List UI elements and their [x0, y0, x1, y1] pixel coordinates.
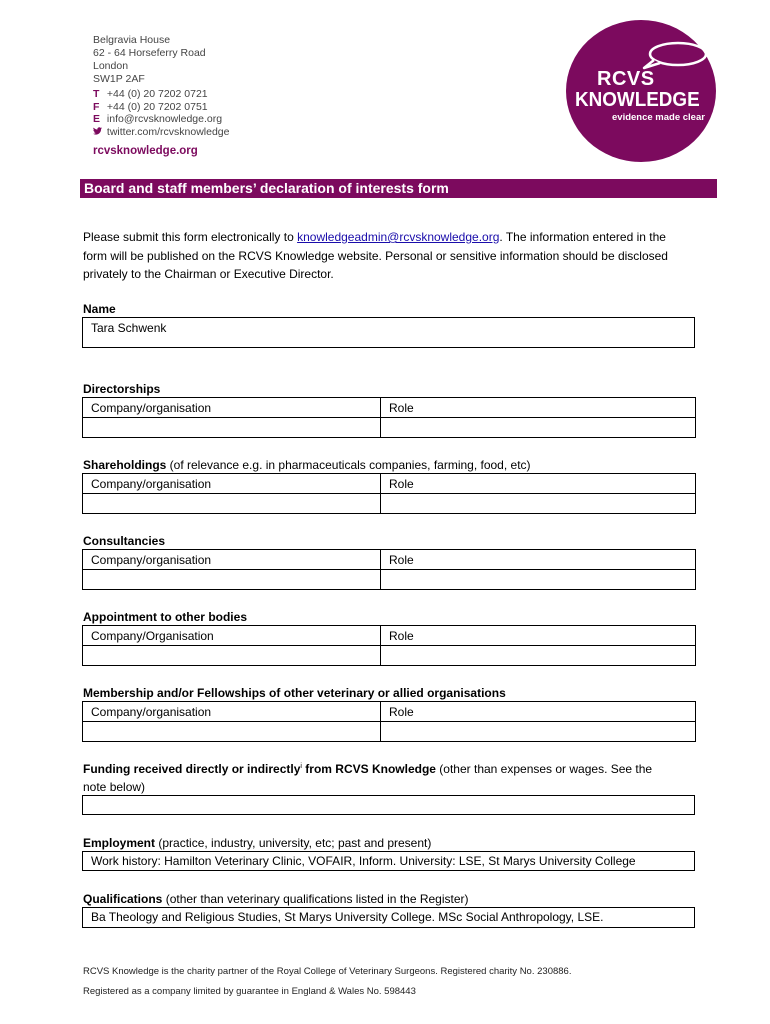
- memberships-table: [82, 701, 696, 742]
- address-line: London: [93, 60, 129, 72]
- table-row: [83, 702, 696, 722]
- column-header-company: Company/organisation: [83, 702, 381, 722]
- intro-line-2: form will be published on the RCVS Knowledge website. Personal or sensitive information should be disclosed: [83, 248, 668, 263]
- email-value[interactable]: info@rcvsknowledge.org: [106, 113, 223, 125]
- email-key: E: [93, 113, 101, 125]
- company-cell[interactable]: [83, 494, 381, 514]
- funding-field[interactable]: [82, 795, 695, 815]
- qualifications-value: Ba Theology and Religious Studies, St Marys University College. MSc Social Anthropology, LSE.: [91, 910, 604, 924]
- appointments-table: [82, 625, 696, 666]
- column-header-role: Role: [381, 550, 696, 570]
- admin-email-link[interactable]: knowledgeadmin@rcvsknowledge.org: [297, 230, 500, 244]
- column-header-role: Role: [381, 474, 696, 494]
- address-block: [93, 34, 206, 86]
- speech-bubble-icon: [640, 40, 710, 70]
- twitter-line: [93, 126, 229, 139]
- company-cell[interactable]: [83, 418, 381, 438]
- role-cell[interactable]: [381, 570, 696, 590]
- company-cell[interactable]: [83, 646, 381, 666]
- footer-company-line: Registered as a company limited by guarantee in England & Wales No. 598443: [83, 986, 416, 997]
- company-cell[interactable]: [83, 722, 381, 742]
- logo-tagline: evidence made clear: [612, 112, 705, 123]
- column-header-role: Role: [381, 702, 696, 722]
- phone-value: +44 (0) 20 7202 0721: [106, 88, 208, 100]
- table-row: [83, 550, 696, 570]
- phone-key: T: [93, 88, 100, 100]
- twitter-value[interactable]: twitter.com/rcvsknowledge: [106, 125, 230, 138]
- consultancies-label: Consultancies: [83, 534, 166, 548]
- funding-note-line: note below): [83, 780, 146, 794]
- intro-line-3: privately to the Chairman or Executive Director.: [83, 267, 334, 281]
- consultancies-table: [82, 549, 696, 590]
- table-row: [83, 474, 696, 494]
- address-line: SW1P 2AF: [93, 73, 145, 85]
- employment-field[interactable]: [82, 851, 695, 871]
- shareholdings-table: [82, 473, 696, 514]
- intro-line-1: [83, 228, 723, 247]
- table-row: [83, 646, 696, 666]
- table-row: [83, 722, 696, 742]
- footer-charity-line: RCVS Knowledge is the charity partner of the Royal College of Veterinary Surgeons. Registered charity No. 230886.: [83, 966, 572, 977]
- table-row: [83, 570, 696, 590]
- qualifications-field[interactable]: [82, 907, 695, 928]
- column-header-role: Role: [381, 398, 696, 418]
- fax-value: +44 (0) 20 7202 0751: [106, 100, 208, 113]
- phone-line: [93, 88, 229, 101]
- table-row: [83, 626, 696, 646]
- table-row: [83, 494, 696, 514]
- company-cell[interactable]: [83, 570, 381, 590]
- role-cell[interactable]: [381, 418, 696, 438]
- role-cell[interactable]: [381, 722, 696, 742]
- name-value: Tara Schwenk: [91, 321, 167, 335]
- role-cell[interactable]: [381, 646, 696, 666]
- fax-line: [93, 101, 229, 114]
- column-header-company: Company/organisation: [83, 474, 381, 494]
- logo-text-knowledge: KNOWLEDGE: [575, 88, 700, 111]
- column-header-company: Company/organisation: [83, 550, 381, 570]
- table-row: [83, 398, 696, 418]
- logo-text-rcvs: RCVS: [597, 68, 655, 90]
- shareholdings-label: Shareholdings (of relevance e.g. in pharmaceuticals companies, farming, food, etc): [83, 458, 531, 472]
- employment-label: Employment (practice, industry, university, etc; past and present): [83, 836, 432, 850]
- email-line: [93, 113, 229, 126]
- intro-prefix: Please submit this form electronically to: [83, 230, 298, 244]
- contact-block: [93, 88, 229, 138]
- role-cell[interactable]: [381, 494, 696, 514]
- name-field[interactable]: [82, 317, 695, 348]
- table-row: [83, 418, 696, 438]
- intro-paragraph: [83, 228, 723, 284]
- column-header-company: Company/organisation: [83, 398, 381, 418]
- intro-suffix: . The information entered in the: [499, 230, 666, 244]
- funding-label: Funding received directly or indirectly$^i$ from RCVS Knowledge (other than expenses or wages. See the: [83, 762, 653, 776]
- form-title: Board and staff members’ declaration of interests form: [84, 180, 449, 196]
- name-label: Name: [83, 302, 116, 316]
- column-header-company: Company/Organisation: [83, 626, 381, 646]
- directorships-table: [82, 397, 696, 438]
- fax-key: F: [93, 100, 100, 113]
- memberships-label: Membership and/or Fellowships of other veterinary or allied organisations: [83, 686, 506, 700]
- employment-value: Work history: Hamilton Veterinary Clinic, VOFAIR, Inform. University: LSE, St Marys University College: [91, 854, 636, 868]
- qualifications-label: Qualifications (other than veterinary qualifications listed in the Register): [83, 892, 469, 906]
- footnote-marker: i: [300, 763, 302, 770]
- address-line: Belgravia House: [93, 34, 171, 46]
- directorships-label: Directorships: [83, 382, 161, 396]
- address-line: 62 - 64 Horseferry Road: [93, 47, 206, 59]
- column-header-role: Role: [381, 626, 696, 646]
- appointments-label: Appointment to other bodies: [83, 610, 247, 624]
- twitter-icon: [93, 126, 104, 139]
- website-link[interactable]: rcvsknowledge.org: [93, 145, 198, 157]
